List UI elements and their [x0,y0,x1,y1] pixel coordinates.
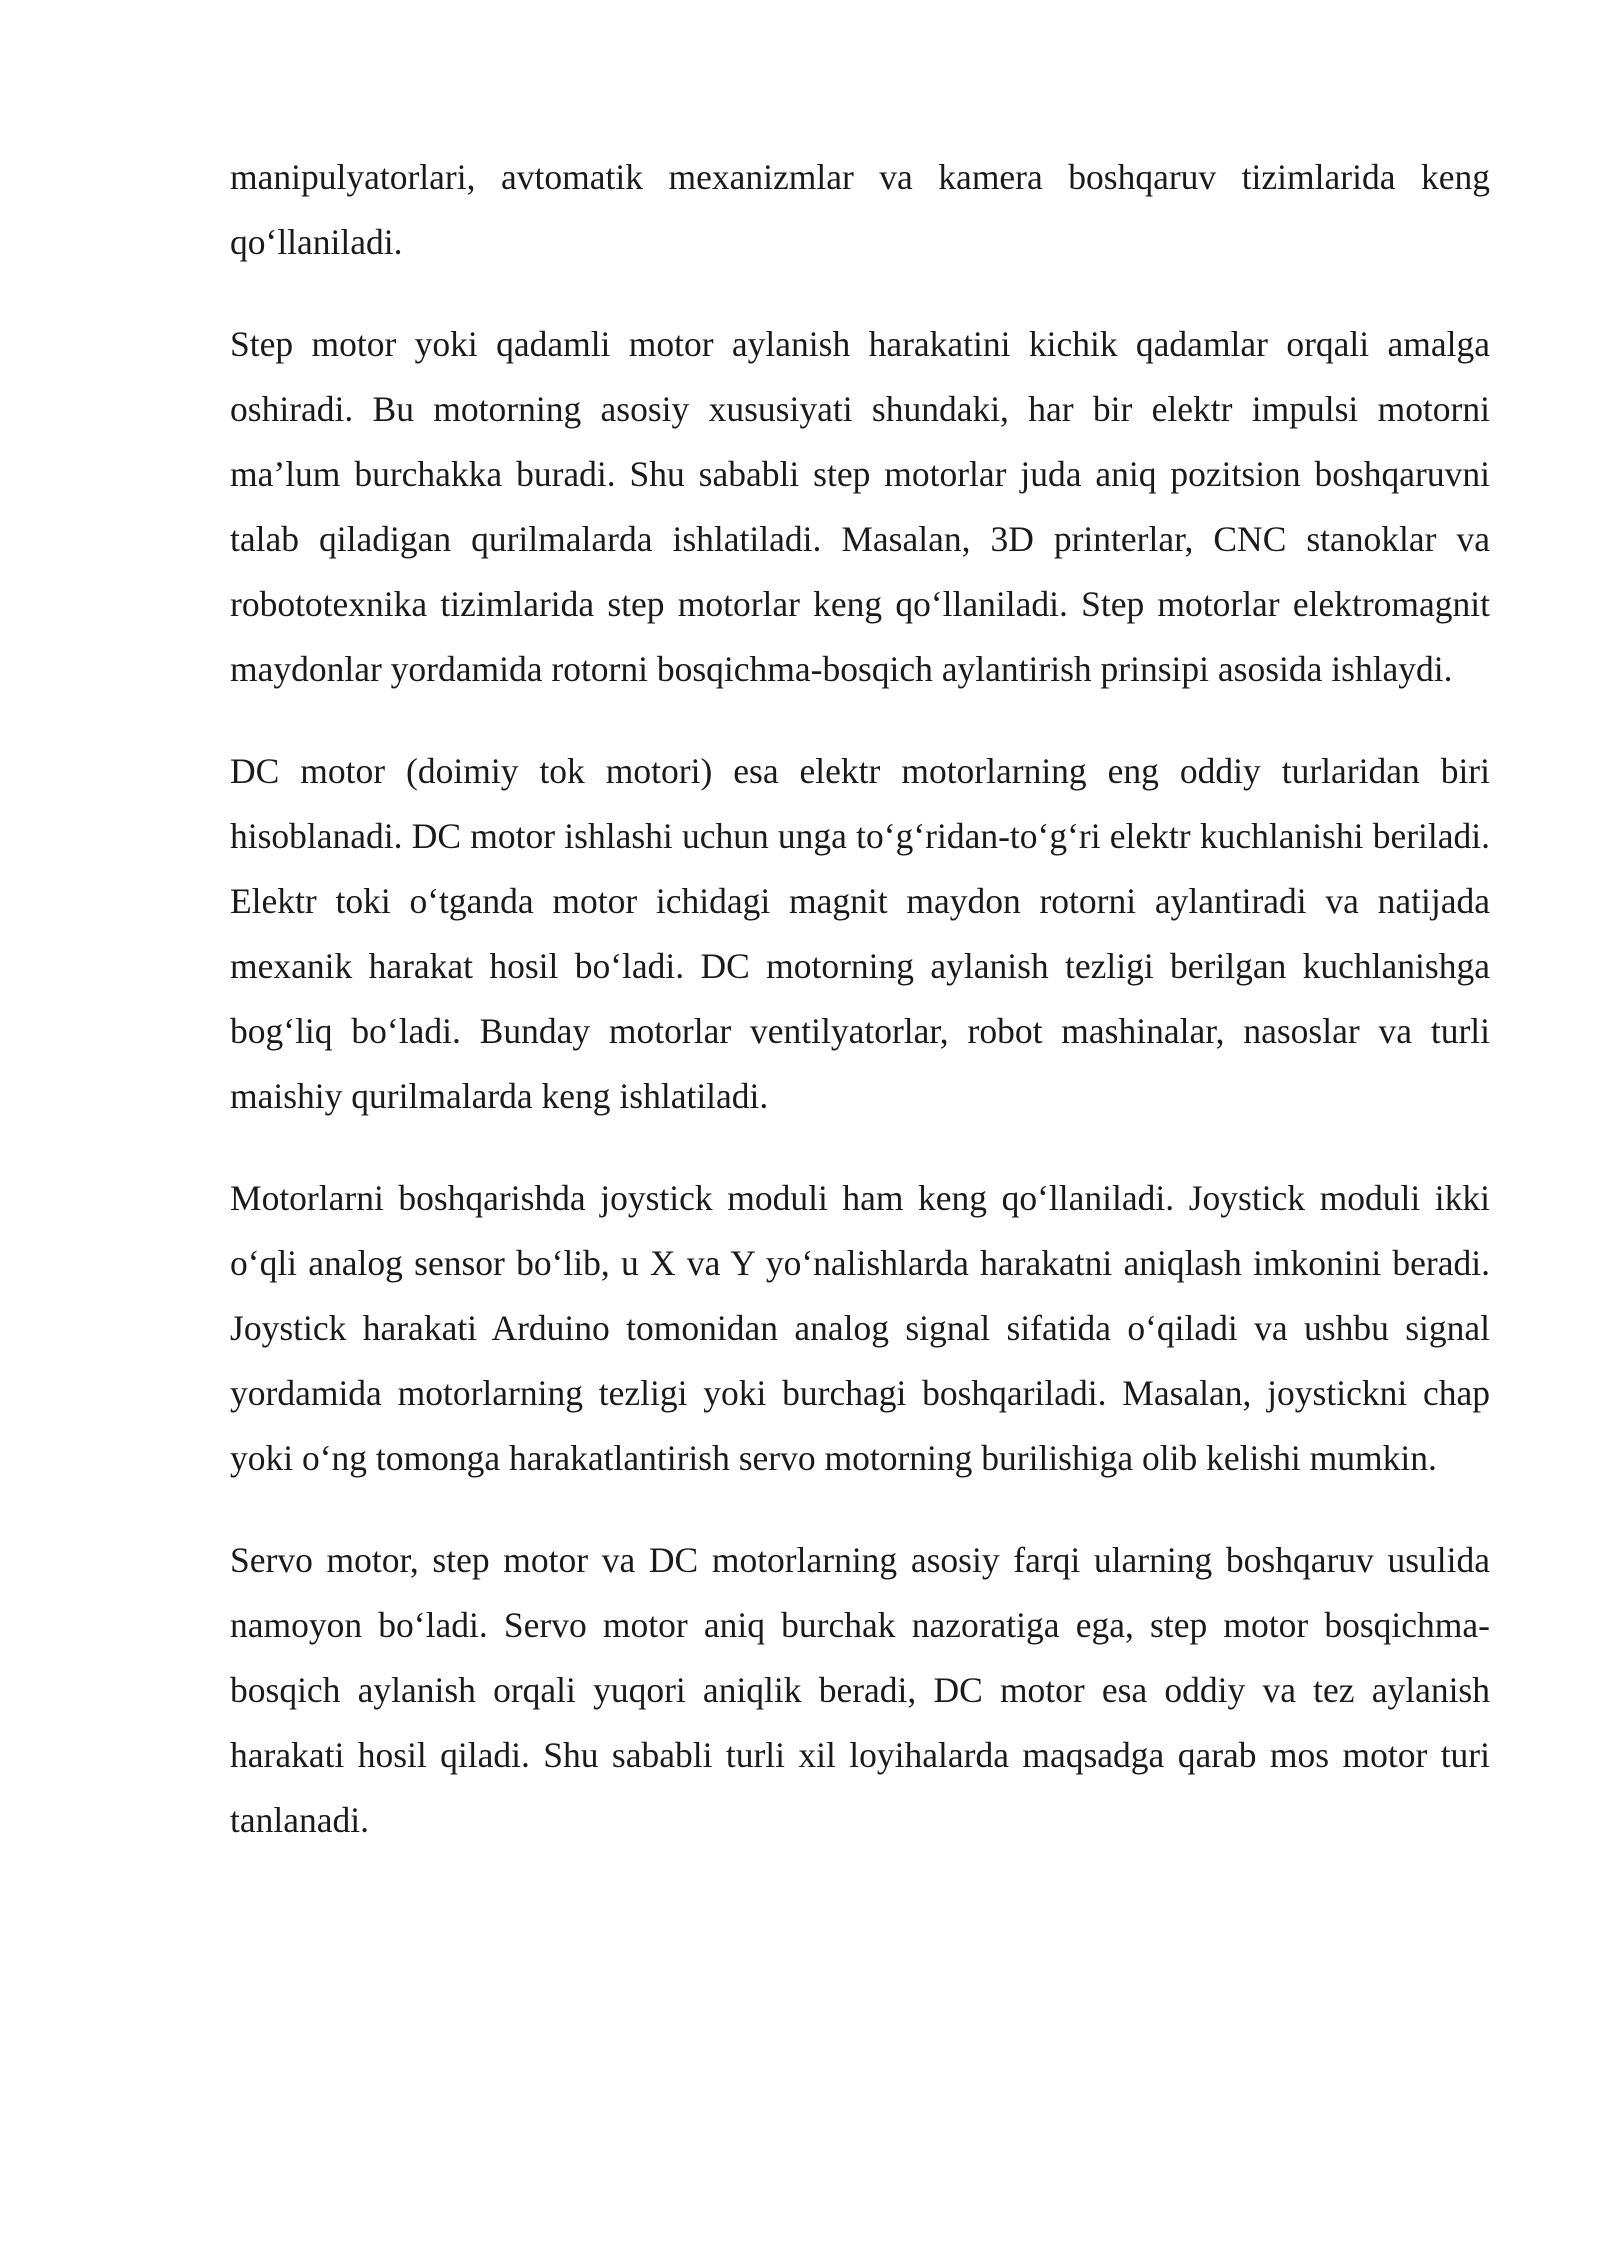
paragraph-4: Motorlarni boshqarishda joystick moduli ham keng qo‘llaniladi. Joystick moduli ikki o‘qli analog sensor bo‘lib, u X va Y yo‘nalishlarda harakatni aniqlash imkonini beradi. Joystick harakati Arduino tomonidan analog signal sifatida o‘qiladi va ushbu signal yordamida motorlarning tezligi yoki burchagi boshqariladi. Masalan, joystickni chap yoki o‘ng tomonga harakatlantirish servo motorning burilishiga olib kelishi mumkin. [230,1178,1490,1478]
paragraph-2: Step motor yoki qadamli motor aylanish harakatini kichik qadamlar orqali amalga oshiradi. Bu motorning asosiy xususiyati shundaki, har bir elektr impulsi motorni ma’lum burchakka buradi. Shu sababli step motorlar juda aniq pozitsion boshqaruvni talab qiladigan qurilmalarda ishlatiladi. Masalan, 3D printerlar, CNC stanoklar va robototexnika tizimlarida step motorlar keng qo‘llaniladi. Step motorlar elektromagnit maydonlar yordamida rotorni bosqichma-bosqich aylantirish prinsipi asosida ishlaydi. [230,324,1490,689]
body-text [230,145,1490,1890]
paragraph-1: manipulyatorlari, avtomatik mexanizmlar va kamera boshqaruv tizimlarida keng qo‘llaniladi. [230,157,1490,262]
paragraph-5: Servo motor, step motor va DC motorlarning asosiy farqi ularning boshqaruv usulida namoyon bo‘ladi. Servo motor aniq burchak nazoratiga ega, step motor bosqichma-bosqich aylanish orqali yuqori aniqlik beradi, DC motor esa oddiy va tez aylanish harakati hosil qiladi. Shu sababli turli xil loyihalarda maqsadga qarab mos motor turi tanlanadi. [230,1540,1490,1840]
paragraph-3: DC motor (doimiy tok motori) esa elektr motorlarning eng oddiy turlaridan biri hisoblanadi. DC motor ishlashi uchun unga to‘g‘ridan-to‘g‘ri elektr kuchlanishi beriladi. Elektr toki o‘tganda motor ichidagi magnit maydon rotorni aylantiradi va natijada mexanik harakat hosil bo‘ladi. DC motorning aylanish tezligi berilgan kuchlanishga bog‘liq bo‘ladi. Bunday motorlar ventilyatorlar, robot mashinalar, nasoslar va turli maishiy qurilmalarda keng ishlatiladi. [230,751,1490,1116]
